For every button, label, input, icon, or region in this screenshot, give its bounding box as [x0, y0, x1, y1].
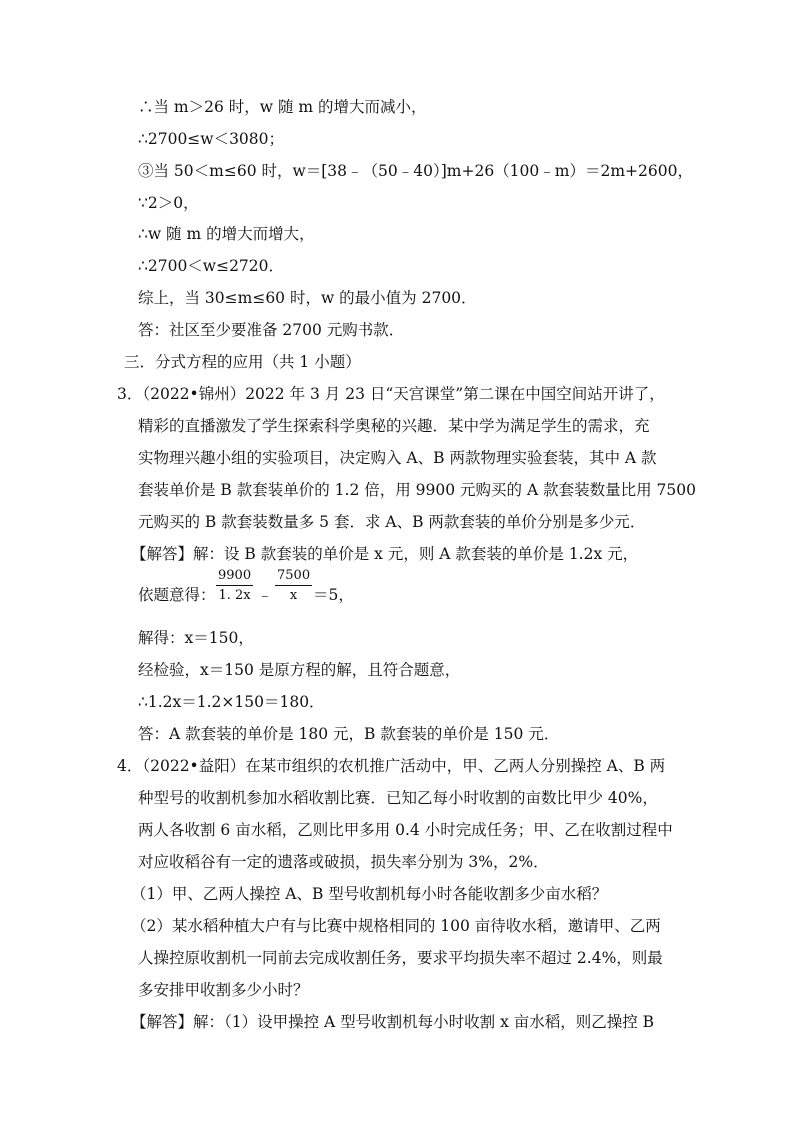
question-4-line: 种型号的收割机参加水稻收割比赛．已知乙每小时收割的亩数比甲少 40%， — [138, 789, 658, 807]
text-line: 解得：x＝150， — [138, 629, 254, 647]
question-4-line: 两人各收割 6 亩水稻，乙则比甲多用 0.4 小时完成任务；甲、乙在收割过程中 — [138, 821, 673, 839]
question-3-line: 精彩的直播激发了学生探索科学奥秘的兴趣．某中学为满足学生的需求，充 — [138, 417, 650, 435]
text-line: ∵2＞0， — [138, 194, 199, 212]
text-line: ∴当 m＞26 时，w 随 m 的增大而减小， — [138, 98, 427, 116]
text-line: ③当 50＜m≤60 时，w＝[38﹣（50﹣40）]m+26（100﹣m）＝2m+2600， — [138, 162, 693, 180]
equation-suffix: ＝5， — [313, 586, 354, 604]
question-4-line: 对应收稻谷有一定的遗落或破损，损失率分别为 3%，2%． — [138, 853, 549, 871]
question-3-line: 套装单价是 B 款套装单价的 1.2 倍，用 9900 元购买的 A 款套装数量比用 7500 — [138, 481, 696, 499]
fraction-1 — [216, 568, 253, 603]
sub-question-2-line: 人操控原收割机一同前去完成收割任务，要求平均损失率不超过 2.4%，则最 — [138, 949, 663, 967]
fraction-1-denominator: 1. 2x — [218, 588, 251, 603]
sub-question-1: （1）甲、乙两人操控 A、B 型号收割机每小时各能收割多少亩水稻？ — [131, 885, 608, 903]
text-line: ∴1.2x＝1.2×150＝180． — [138, 693, 325, 711]
fraction-1-numerator: 9900 — [216, 568, 253, 586]
answer-line: 答：A 款套装的单价是 180 元，B 款套装的单价是 150 元． — [138, 725, 560, 743]
text-line: 综上，当 30≤m≤60 时，w 的最小值为 2700． — [138, 289, 477, 307]
sub-question-2-line: 多安排甲收割多少小时？ — [138, 981, 309, 999]
fraction-2-numerator: 7500 — [275, 568, 312, 586]
text-line: ∴w 随 m 的增大而增大， — [138, 225, 315, 243]
answer-line: 答：社区至少要准备 2700 元购书款． — [138, 321, 405, 339]
solution-line: 【解答】解：设 B 款套装的单价是 x 元，则 A 款套装的单价是 1.2x 元， — [131, 545, 639, 563]
text-line: ∴2700＜w≤2720． — [138, 257, 285, 275]
fraction-2-denominator: x — [289, 588, 298, 603]
equation-prefix: 依题意得： — [138, 586, 216, 604]
question-3-line: 实物理兴趣小组的实验项目，决定购入 A、B 两款物理实验套装，其中 A 款 — [138, 449, 657, 467]
solution-line: 【解答】解：（1）设甲操控 A 型号收割机每小时收割 x 亩水稻，则乙操控 B — [131, 1013, 655, 1031]
text-line: 经检验，x＝150 是原方程的解，且符合题意， — [138, 661, 461, 679]
question-4-line: 4．（2022•益阳）在某市组织的农机推广活动中，甲、乙两人分别操控 A、B 两 — [117, 757, 666, 775]
minus-sign: ﹣ — [257, 586, 273, 604]
fraction-2 — [275, 568, 312, 603]
question-3-line: 元购买的 B 款套装数量多 5 套．求 A、B 两款套装的单价分别是多少元． — [138, 513, 646, 531]
section-heading: 三．分式方程的应用（共 1 小题） — [124, 353, 361, 371]
text-line: ∴2700≤w＜3080； — [138, 130, 285, 148]
sub-question-2: （2）某水稻种植大户有与比赛中规格相同的 100 亩待收水稻，邀请甲、乙两 — [131, 917, 661, 935]
question-3-line: 3．（2022•锦州）2022 年 3 月 23 日“天宫课堂”第二课在中国空间站开讲了， — [117, 385, 665, 403]
